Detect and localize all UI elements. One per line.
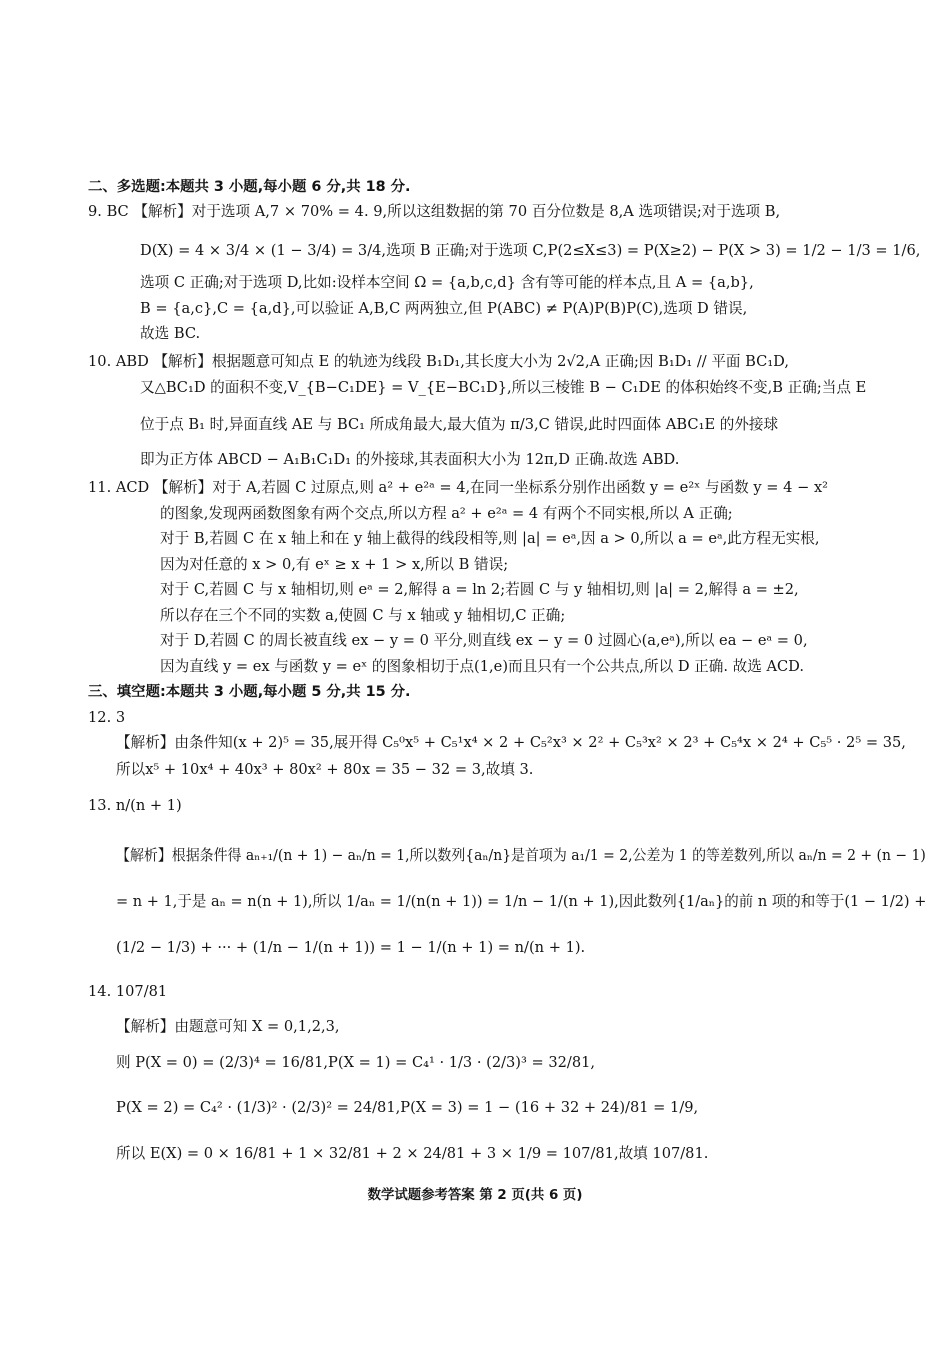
q10-line-4: 即为正方体 ABCD − A₁B₁C₁D₁ 的外接球,其表面积大小为 12π,D 正确.故选 ABD.: [140, 451, 680, 468]
q13-line-2: = n + 1,于是 aₙ = n(n + 1),所以 1/aₙ = 1/(n(n + 1)) = 1/n − 1/(n + 1),因此数列{1/aₙ}的前 n 项的和等于(1 − 1/2) +: [116, 893, 927, 910]
q9-line-4: B = {a,c},C = {a,d},可以验证 A,B,C 两两独立,但 P(ABC) ≠ P(A)P(B)P(C),选项 D 错误,: [140, 300, 748, 317]
q13-line-1: 【解析】根据条件得 aₙ₊₁/(n + 1) − aₙ/n = 1,所以数列{aₙ/n}是首项为 a₁/1 = 2,公差为 1 的等差数列,所以 aₙ/n = 2 + (n − 1): [116, 847, 926, 864]
q12-answer: 12. 3: [88, 709, 126, 726]
q12-line-1: 【解析】由条件知(x + 2)⁵ = 35,展开得 C₅⁰x⁵ + C₅¹x⁴ × 2 + C₅²x³ × 2² + C₅³x² × 2³ + C₅⁴x × 2⁴ + C₅⁵ · 2⁵ = 35,: [116, 734, 906, 751]
q9-line-5: 故选 BC.: [140, 325, 201, 342]
q10-line-2: 又△BC₁D 的面积不变,V_{B−C₁DE} = V_{E−BC₁D},所以三棱锥 B − C₁DE 的体积始终不变,B 正确;当点 E: [140, 379, 867, 396]
q11-line-4: 因为对任意的 x > 0,有 eˣ ≥ x + 1 > x,所以 B 错误;: [160, 556, 509, 573]
q11-line-3: 对于 B,若圆 C 在 x 轴上和在 y 轴上截得的线段相等,则 |a| = eᵃ,因 a > 0,所以 a = eᵃ,此方程无实根,: [160, 530, 820, 547]
q11-line-1: 11. ACD 【解析】对于 A,若圆 C 过原点,则 a² + e²ᵃ = 4,在同一坐标系分别作出函数 y = e²ˣ 与函数 y = 4 − x²: [88, 479, 829, 496]
q12-line-2: 所以x⁵ + 10x⁴ + 40x³ + 80x² + 80x = 35 − 32 = 3,故填 3.: [116, 761, 534, 778]
multi-choice-heading: 二、多选题:本题共 3 小题,每小题 6 分,共 18 分.: [88, 179, 411, 195]
q14-line-4: 所以 E(X) = 0 × 16/81 + 1 × 32/81 + 2 × 24/81 + 3 × 1/9 = 107/81,故填 107/81.: [116, 1145, 709, 1162]
q10-line-3: 位于点 B₁ 时,异面直线 AE 与 BC₁ 所成角最大,最大值为 π/3,C 错误,此时四面体 ABC₁E 的外接球: [140, 416, 779, 433]
q11-line-5: 对于 C,若圆 C 与 x 轴相切,则 eᵃ = 2,解得 a = ln 2;若圆 C 与 y 轴相切,则 |a| = 2,解得 a = ±2,: [160, 581, 799, 598]
q9-line-1: 9. BC 【解析】对于选项 A,7 × 70% = 4. 9,所以这组数据的第 70 百分位数是 8,A 选项错误;对于选项 B,: [88, 203, 781, 220]
q13-answer: 13. n/(n + 1): [88, 797, 182, 814]
q11-line-2: 的图象,发现两函数图象有两个交点,所以方程 a² + e²ᵃ = 4 有两个不同实根,所以 A 正确;: [160, 505, 733, 522]
page-footer: 数学试题参考答案 第 2 页(共 6 页): [367, 1188, 583, 1203]
q14-line-3: P(X = 2) = C₄² · (1/3)² · (2/3)² = 24/81,P(X = 3) = 1 − (16 + 32 + 24)/81 = 1/9,: [116, 1099, 699, 1116]
q9-line-3: 选项 C 正确;对于选项 D,比如:设样本空间 Ω = {a,b,c,d} 含有等可能的样本点,且 A = {a,b},: [140, 274, 754, 291]
q13-line-3: (1/2 − 1/3) + ··· + (1/n − 1/(n + 1)) = 1 − 1/(n + 1) = n/(n + 1).: [116, 939, 586, 956]
q9-line-2: D(X) = 4 × 3/4 × (1 − 3/4) = 3/4,选项 B 正确;对于选项 C,P(2≤X≤3) = P(X≥2) − P(X > 3) = 1/2 − 1/3 = 1/6,: [140, 242, 921, 259]
q14-answer: 14. 107/81: [88, 983, 168, 1000]
q14-line-2: 则 P(X = 0) = (2/3)⁴ = 16/81,P(X = 1) = C₄¹ · 1/3 · (2/3)³ = 32/81,: [116, 1054, 596, 1071]
q11-line-8: 因为直线 y = ex 与函数 y = eˣ 的图象相切于点(1,e)而且只有一个公共点,所以 D 正确. 故选 ACD.: [160, 658, 804, 675]
q10-line-1: 10. ABD 【解析】根据题意可知点 E 的轨迹为线段 B₁D₁,其长度大小为 2√2,A 正确;因 B₁D₁ // 平面 BC₁D,: [88, 353, 790, 370]
q11-line-7: 对于 D,若圆 C 的周长被直线 ex − y = 0 平分,则直线 ex − y = 0 过圆心(a,eᵃ),所以 ea − eᵃ = 0,: [160, 632, 808, 649]
q11-line-6: 所以存在三个不同的实数 a,使圆 C 与 x 轴或 y 轴相切,C 正确;: [160, 607, 566, 624]
fill-blank-heading: 三、填空题:本题共 3 小题,每小题 5 分,共 15 分.: [88, 684, 411, 700]
q14-line-1: 【解析】由题意可知 X = 0,1,2,3,: [116, 1018, 340, 1035]
